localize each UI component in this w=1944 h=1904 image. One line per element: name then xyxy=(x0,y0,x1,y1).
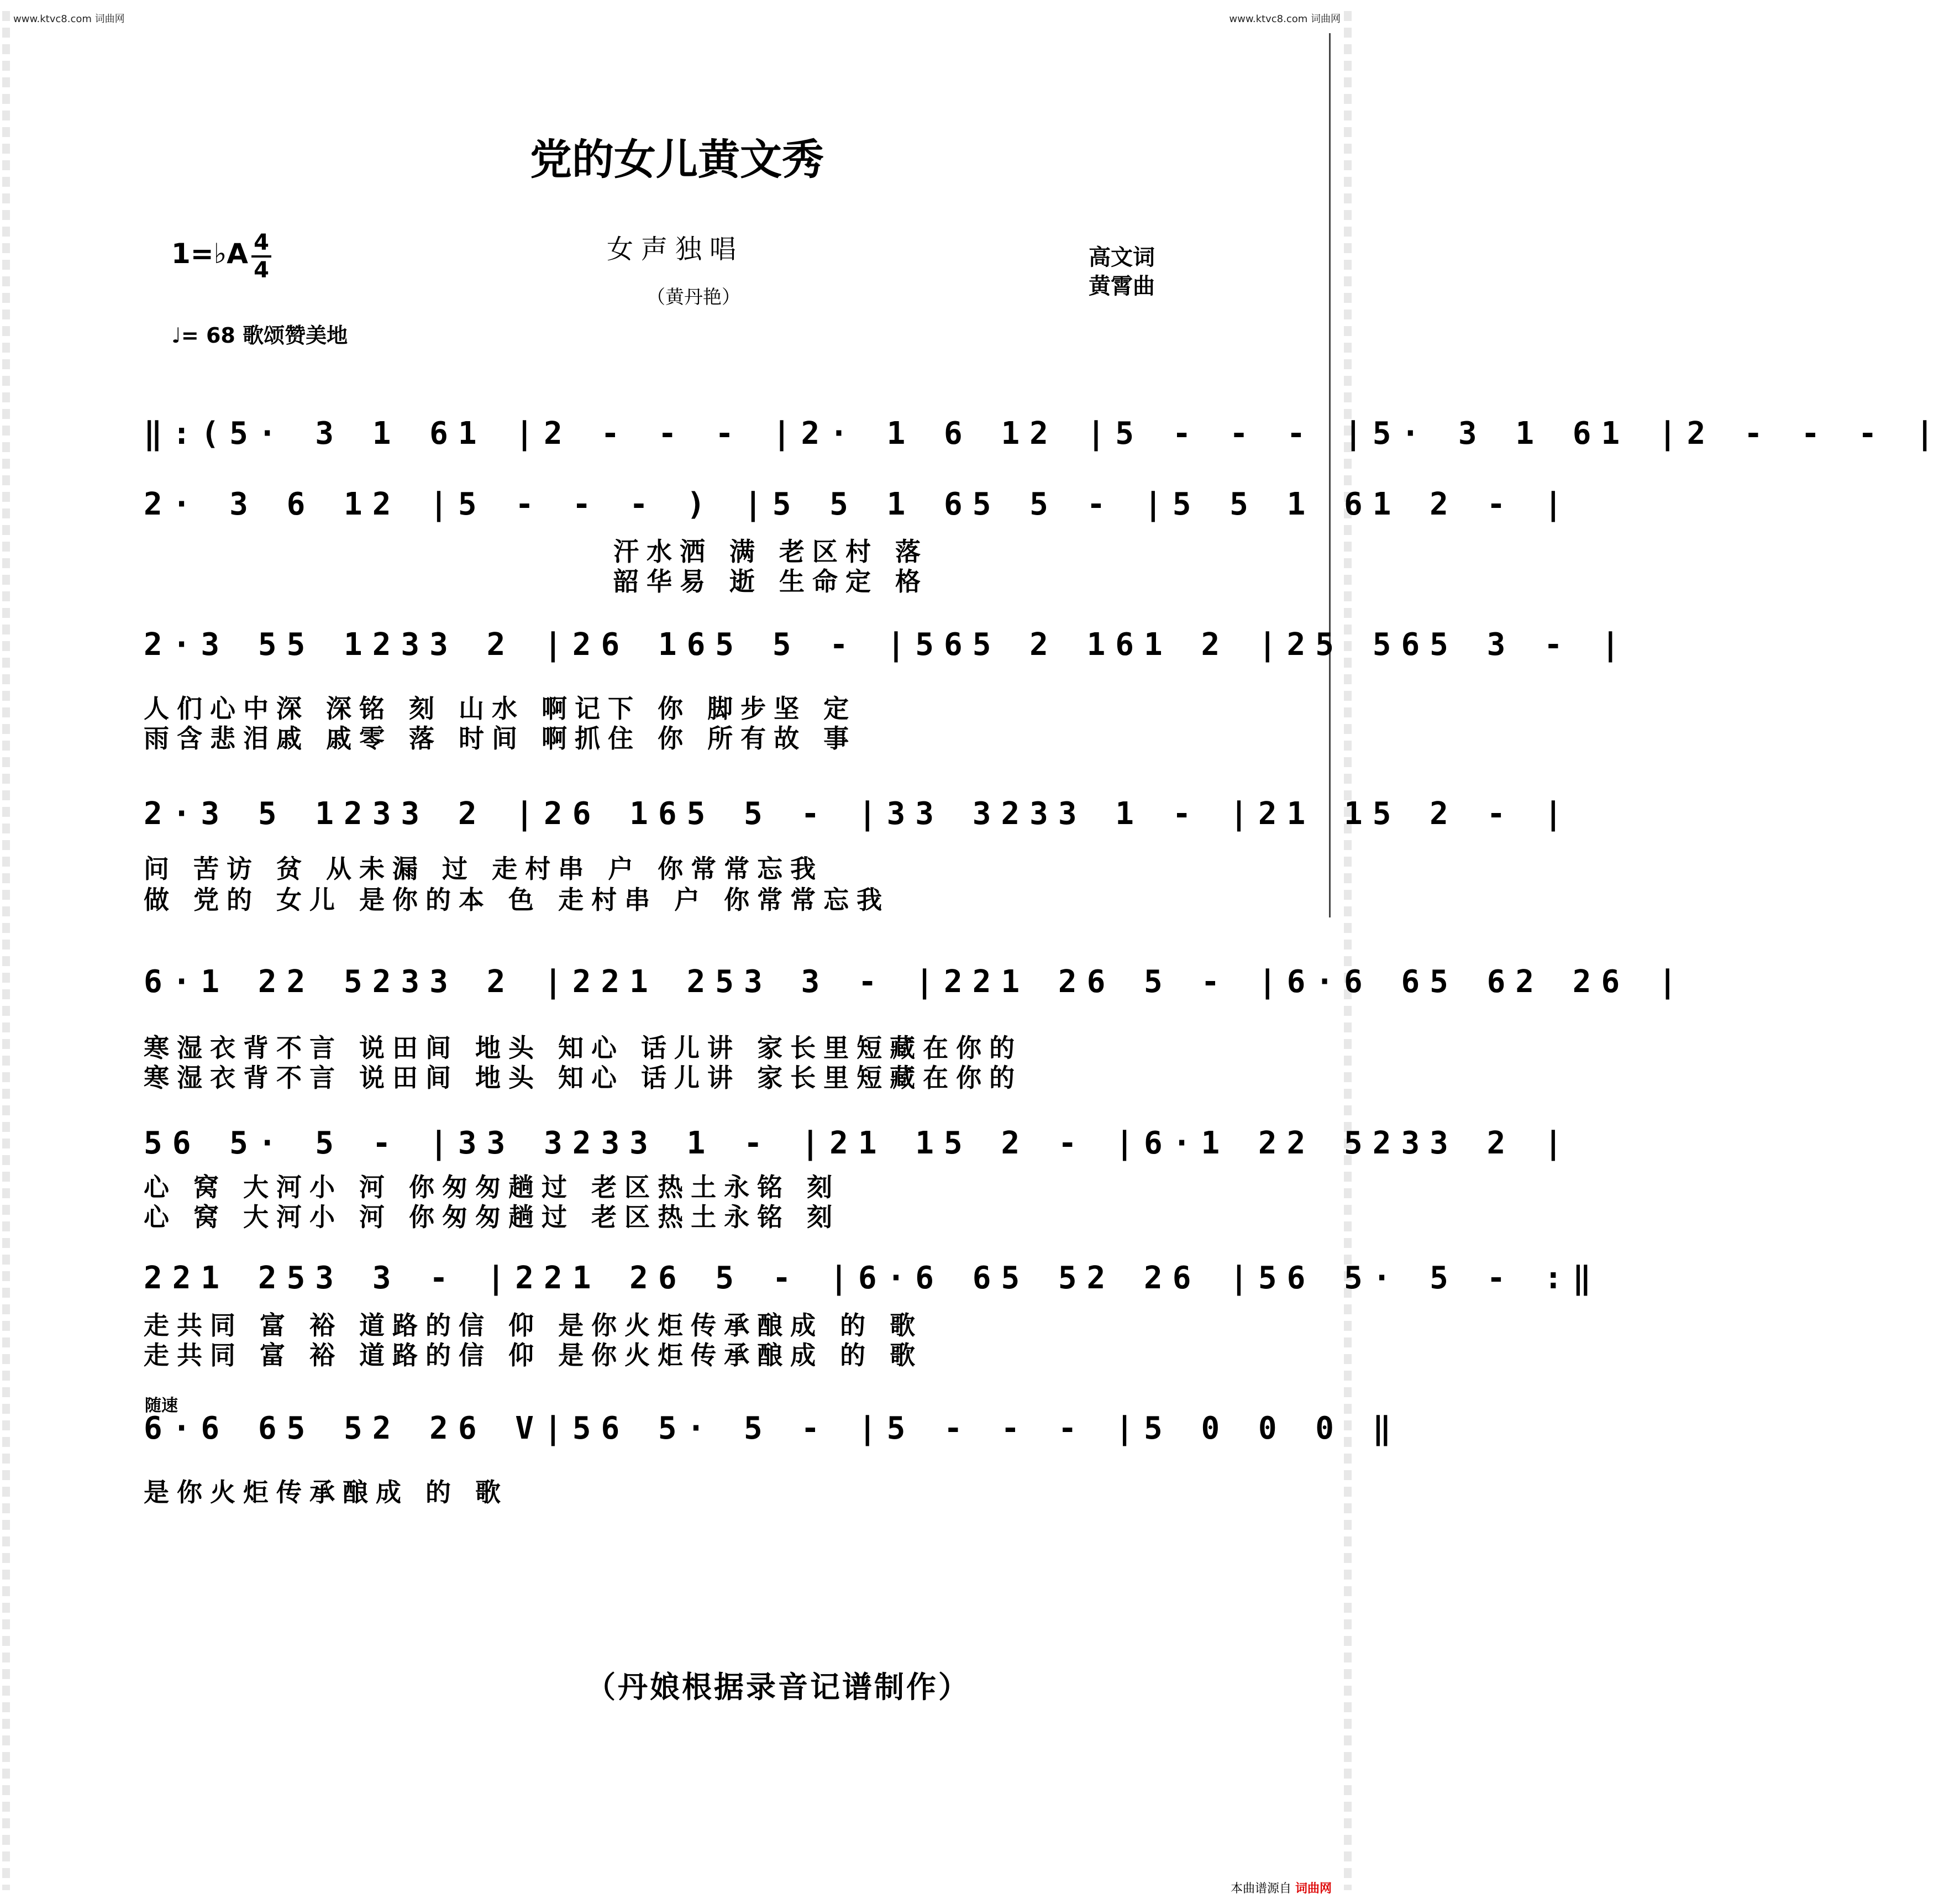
notation-line: 2·3 55 1233 2 |26 165 5 - |565 2 161 2 |25 565 3 - | xyxy=(144,627,1630,663)
lyric-verse-1: 走共同 富 裕 道路的信 仰 是你火炬传承酿成 的 歌 xyxy=(144,1310,923,1340)
lyric-verse-1: 汗水洒 满 老区村 落 xyxy=(613,537,929,567)
notation-line: 2·3 5 1233 2 |26 165 5 - |33 3233 1 - |21 15 2 - | xyxy=(144,796,1573,832)
singer: （黄丹艳） xyxy=(647,286,740,308)
lyric-verse-1: 问 苦访 贫 从未漏 过 走村串 户 你常常忘我 xyxy=(144,854,824,884)
lyric-verse-1: 寒湿衣背不言 说田间 地头 知心 话儿讲 家长里短藏在你的 xyxy=(144,1033,1023,1063)
lyric-verse-2: 雨含悲泪戚 戚零 落 时间 啊抓住 你 所有故 事 xyxy=(144,723,857,753)
header-left: www.ktvc8.com 词曲网 xyxy=(13,13,125,25)
score-system-7 xyxy=(144,1260,1601,1299)
song-title: 党的女儿黄文秀 xyxy=(530,135,824,184)
notation-line: 6·6 65 52 26 V|56 5· 5 - |5 - - - |5 0 0 0 ‖ xyxy=(144,1410,1401,1446)
key-signature: 1=♭A xyxy=(171,238,248,270)
notation-line: ‖:(5· 3 1 61 |2 - - - |2· 1 6 12 |5 - - - |5· 3 1 61 |2 - - - | xyxy=(144,416,1944,452)
footer-site: 词曲网 xyxy=(1295,1882,1332,1896)
score-system-3 xyxy=(144,627,1630,665)
score-system-1 xyxy=(144,416,1944,454)
notation-line: 221 253 3 - |221 26 5 - |6·6 65 52 26 |56 5· 5 - :‖ xyxy=(144,1260,1601,1296)
lyric-verse-1: 是你火炬传承酿成 的 歌 xyxy=(144,1477,509,1507)
lyric-verse-2: 做 党的 女儿 是你的本 色 走村串 户 你常常忘我 xyxy=(144,885,890,915)
footer-source: 本曲谱源自 xyxy=(1230,1882,1291,1896)
lyric-verse-2: 心 窝 大河小 河 你匆匆趟过 老区热土永铭 刻 xyxy=(144,1202,840,1232)
time-signature-bottom: 4 xyxy=(254,258,269,283)
right-edge-pattern xyxy=(1344,11,1352,1890)
score-system-2 xyxy=(144,486,1573,525)
score-system-4 xyxy=(144,796,1573,835)
composer: 黄霄曲 xyxy=(1089,274,1155,299)
score-system-8 xyxy=(144,1410,1401,1449)
header-right: www.ktvc8.com 词曲网 xyxy=(1229,13,1341,25)
notation-line: 6·1 22 5233 2 |221 253 3 - |221 26 5 - |6·6 65 62 26 | xyxy=(144,964,1687,1000)
lyric-verse-1: 心 窝 大河小 河 你匆匆趟过 老区热土永铭 刻 xyxy=(144,1172,840,1202)
notation-line: 2· 3 6 12 |5 - - - ) |5 5 1 65 5 - |5 5 1 61 2 - | xyxy=(144,486,1573,522)
transcription-note: （丹娘根据录音记谱制作） xyxy=(586,1670,970,1704)
time-signature-top: 4 xyxy=(254,230,269,255)
lyric-verse-2: 韶华易 逝 生命定 格 xyxy=(613,567,929,596)
score-system-5 xyxy=(144,964,1687,1003)
ritard-marking: 随速 xyxy=(145,1396,178,1415)
credits xyxy=(1089,243,1155,301)
subtitle: 女声独唱 xyxy=(607,234,744,265)
time-signature xyxy=(251,231,271,282)
lyric-verse-1: 人们心中深 深铭 刻 山水 啊记下 你 脚步坚 定 xyxy=(144,694,857,723)
lyricist: 高文词 xyxy=(1089,245,1155,270)
footer xyxy=(1231,1879,1332,1896)
score-system-6 xyxy=(144,1125,1573,1164)
notation-line: 56 5· 5 - |33 3233 1 - |21 15 2 - |6·1 22 5233 2 | xyxy=(144,1125,1573,1161)
tempo-marking: ♩= 68 歌颂赞美地 xyxy=(171,323,348,348)
lyric-verse-2: 走共同 富 裕 道路的信 仰 是你火炬传承酿成 的 歌 xyxy=(144,1340,923,1370)
left-edge-pattern xyxy=(2,11,10,1890)
lyric-verse-2: 寒湿衣背不言 说田间 地头 知心 话儿讲 家长里短藏在你的 xyxy=(144,1063,1023,1093)
